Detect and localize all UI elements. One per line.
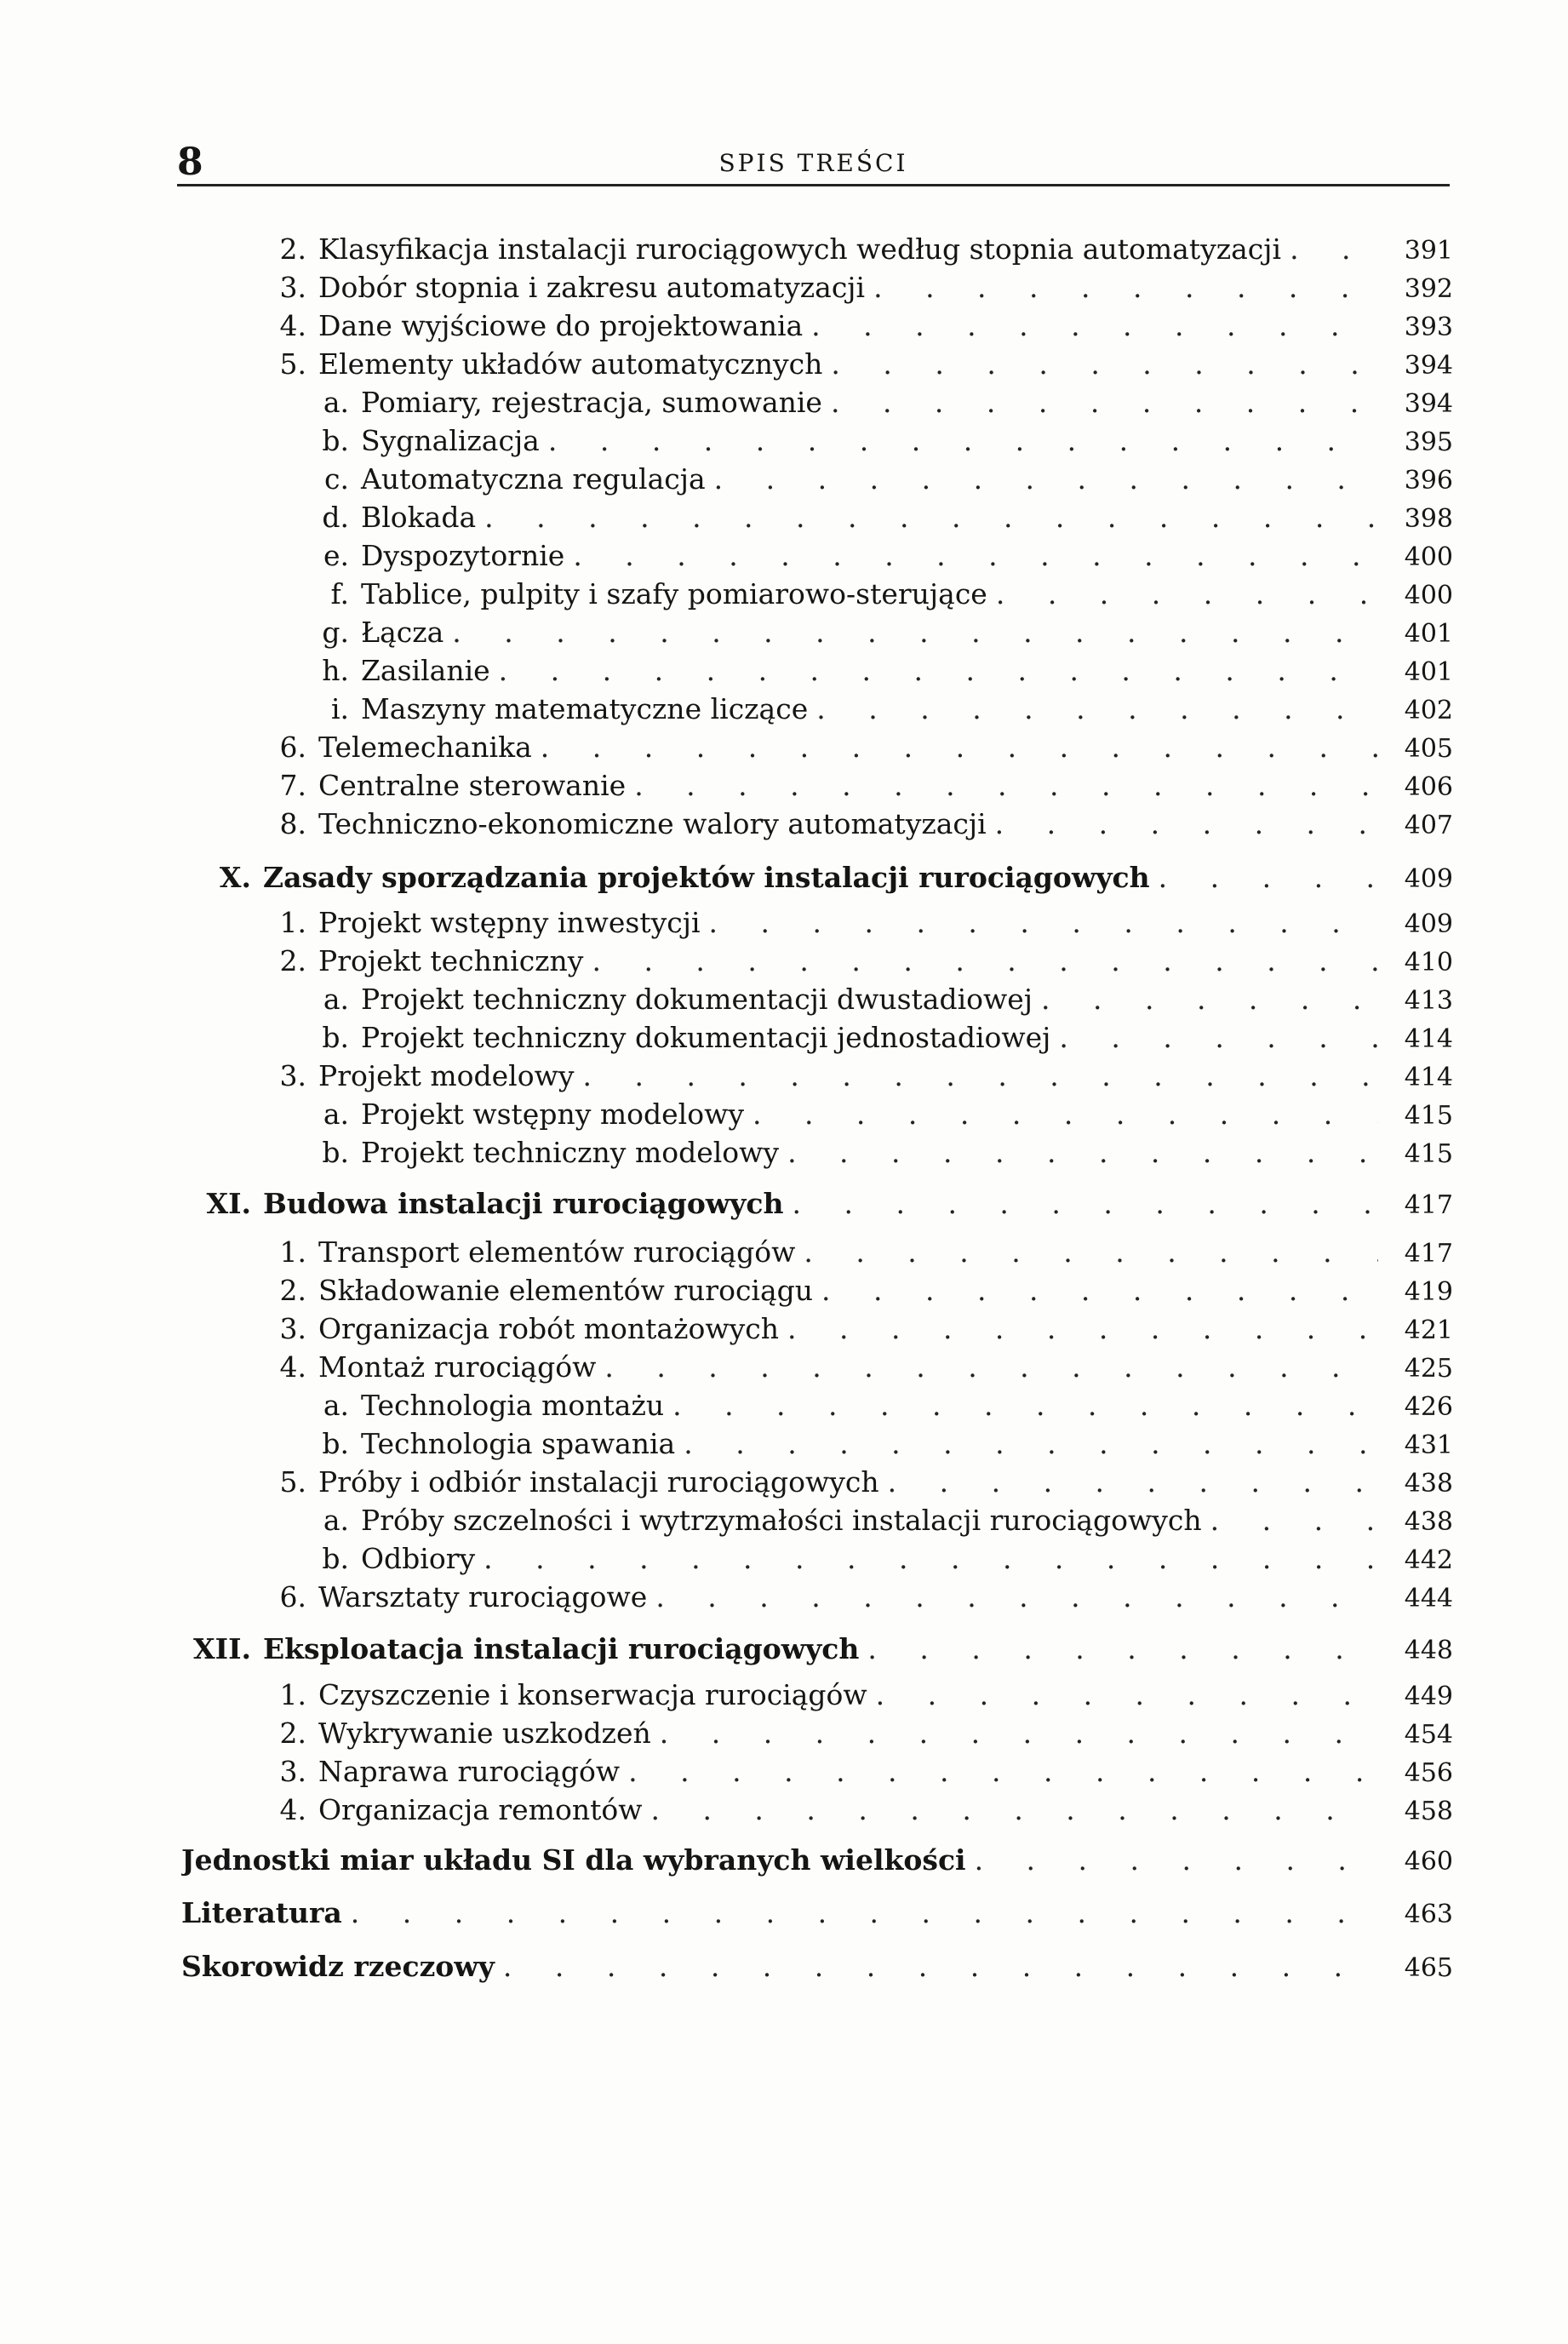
toc-back-matter-title: Jednostki miar układu SI dla wybranych wielkości <box>181 1843 966 1877</box>
toc-entry <box>310 1017 1453 1054</box>
toc-entry-page: 401 <box>1404 619 1453 649</box>
toc-entry-page: 438 <box>1404 1469 1453 1499</box>
toc-entry-number: a. <box>323 386 349 419</box>
leader-dots <box>604 1350 1378 1384</box>
toc-entry <box>310 573 1453 610</box>
toc-entry-title: Sygnalizacja <box>361 424 540 457</box>
toc-entry-title: Organizacja robót montażowych <box>318 1312 779 1345</box>
leader-dots <box>1159 861 1378 894</box>
running-title: SPIS TREŚCI <box>718 149 908 177</box>
toc-entry-page: 394 <box>1404 389 1453 419</box>
toc-entry-number: g. <box>322 616 349 649</box>
toc-entry <box>255 1674 1453 1711</box>
toc-entry <box>255 1789 1453 1826</box>
toc-entry <box>310 1093 1453 1131</box>
leader-dots <box>709 906 1378 939</box>
toc-entry <box>310 535 1453 572</box>
toc-entry-number: 7. <box>279 769 306 802</box>
toc-entry <box>255 902 1453 939</box>
toc-entry-page: 426 <box>1404 1392 1453 1422</box>
toc-entry-number: e. <box>323 539 349 572</box>
toc-entry-page: 448 <box>1404 1636 1453 1665</box>
chapter-number: X. <box>219 861 251 894</box>
chapter-number: XII. <box>193 1632 251 1665</box>
chapter-title: Eksploatacja instalacji rurociągowych <box>263 1632 860 1665</box>
toc-entry-page: 406 <box>1404 772 1453 802</box>
toc-entry <box>310 1423 1453 1460</box>
toc-entry-page: 458 <box>1404 1797 1453 1826</box>
toc-entry <box>310 496 1453 534</box>
leader-dots <box>831 347 1378 381</box>
toc-entry-title: Pomiary, rejestracja, sumowanie <box>361 386 822 419</box>
leader-dots <box>672 1389 1378 1422</box>
toc-entry-page: 421 <box>1404 1315 1453 1345</box>
toc-entry-title: Dane wyjściowe do projektowania <box>318 309 804 342</box>
toc-entry-page: 431 <box>1404 1430 1453 1460</box>
toc-entry-page: 425 <box>1404 1354 1453 1384</box>
leader-dots <box>634 769 1378 802</box>
toc-entry-title: Centralne sterowanie <box>318 769 627 802</box>
toc-entry-number: b. <box>322 424 349 457</box>
toc-entry-number: a. <box>323 1097 349 1131</box>
chapter-title: Zasady sporządzania projektów instalacji rurociągowych <box>263 861 1150 894</box>
toc-entry-title: Dobór stopnia i zakresu automatyzacji <box>318 271 866 304</box>
toc-entry-title: Tablice, pulpity i szafy pomiarowo-sterujące <box>361 577 987 610</box>
toc-entry-page: 414 <box>1404 1063 1453 1092</box>
toc-entry-title: Technologia montażu <box>361 1389 665 1422</box>
toc-entry-page: 402 <box>1404 696 1453 725</box>
toc-back-matter <box>181 1946 1453 1983</box>
toc-entry-title: Projekt modelowy <box>318 1059 575 1092</box>
toc-entry-number: a. <box>323 983 349 1016</box>
toc-entry-title: Projekt techniczny dokumentacji jednostadiowej <box>361 1021 1051 1054</box>
page-number: 8 <box>177 140 203 184</box>
leader-dots <box>484 501 1378 534</box>
leader-dots <box>995 807 1378 840</box>
toc-entry-number: b. <box>322 1136 349 1169</box>
toc-entry-number: 3. <box>279 1755 306 1788</box>
leader-dots <box>831 386 1378 419</box>
toc-entry <box>310 420 1453 457</box>
leader-dots <box>1210 1504 1378 1537</box>
toc-entry-title: Próby szczelności i wytrzymałości instalacji rurociągowych <box>361 1504 1202 1537</box>
toc-entry-page: 401 <box>1404 657 1453 687</box>
leader-dots <box>996 577 1378 610</box>
toc-entry <box>255 343 1453 381</box>
toc-entry <box>255 765 1453 802</box>
leader-dots <box>888 1465 1378 1499</box>
leader-dots <box>351 1896 1378 1929</box>
toc-entry-page: 394 <box>1404 351 1453 381</box>
leader-dots <box>573 539 1378 572</box>
toc-entry <box>255 803 1453 840</box>
toc-entry-title: Naprawa rurociągów <box>318 1755 621 1788</box>
toc-entry-page: 409 <box>1404 909 1453 939</box>
toc-entry-page: 465 <box>1404 1953 1453 1983</box>
toc-entry-number: 1. <box>279 1678 306 1711</box>
toc-entry-title: Warsztaty rurociągowe <box>318 1580 648 1613</box>
leader-dots <box>484 1542 1378 1575</box>
toc-entry-number: 4. <box>279 1793 306 1826</box>
toc-entry-number: b. <box>322 1542 349 1575</box>
toc-entry-page: 438 <box>1404 1507 1453 1537</box>
toc-entry-page: 391 <box>1404 236 1453 266</box>
leader-dots <box>816 692 1378 725</box>
leader-dots <box>867 1632 1378 1665</box>
chapter-number: XI. <box>206 1187 251 1220</box>
toc-entry <box>310 650 1453 687</box>
leader-dots <box>650 1793 1378 1826</box>
toc-entry-page: 392 <box>1404 274 1453 304</box>
leader-dots <box>1041 983 1378 1016</box>
leader-dots <box>499 654 1378 687</box>
leader-dots <box>975 1843 1378 1877</box>
leader-dots <box>582 1059 1378 1092</box>
leader-dots <box>655 1580 1378 1613</box>
toc-entry-number: d. <box>322 501 349 534</box>
toc-entry-page: 400 <box>1404 542 1453 572</box>
toc-entry-number: a. <box>323 1389 349 1422</box>
toc-entry-title: Projekt wstępny modelowy <box>361 1097 744 1131</box>
chapter-title: Budowa instalacji rurociągowych <box>263 1187 784 1220</box>
toc-entry-page: 414 <box>1404 1024 1453 1054</box>
leader-dots <box>753 1097 1378 1131</box>
toc-entry-page: 395 <box>1404 427 1453 457</box>
toc-entry-title: Klasyfikacja instalacji rurociągowych według stopnia automatyzacji <box>318 232 1282 266</box>
toc-entry-title: Automatyczna regulacja <box>361 462 706 496</box>
toc-entry <box>255 266 1453 304</box>
toc-entry-number: b. <box>322 1021 349 1054</box>
toc-entry-number: 2. <box>279 1274 306 1307</box>
toc-entry-title: Transport elementów rurociągów <box>318 1235 796 1269</box>
toc-entry-page: 396 <box>1404 466 1453 496</box>
toc-entry-title: Składowanie elementów rurociągu <box>318 1274 814 1307</box>
toc-entry-page: 417 <box>1404 1190 1453 1220</box>
toc-entry-page: 463 <box>1404 1900 1453 1929</box>
toc-entry <box>255 1055 1453 1092</box>
toc-back-matter-title: Literatura <box>181 1896 342 1929</box>
toc-entry <box>255 228 1453 266</box>
toc-entry-title: Technologia spawania <box>361 1427 676 1460</box>
toc-entry-title: Wykrywanie uszkodzeń <box>318 1716 651 1750</box>
toc-entry <box>255 1346 1453 1384</box>
toc-entry-title: Łącza <box>361 616 444 649</box>
toc-entry-title: Telemechanika <box>318 731 532 764</box>
toc-entry-page: 454 <box>1404 1720 1453 1750</box>
toc-entry <box>255 1308 1453 1345</box>
toc-entry-title: Projekt wstępny inwestycji <box>318 906 701 939</box>
leader-dots <box>628 1755 1378 1788</box>
toc-entry-page: 413 <box>1404 986 1453 1016</box>
leader-dots <box>452 616 1378 649</box>
leader-dots <box>1059 1021 1378 1054</box>
toc-entry <box>255 726 1453 764</box>
toc-entry-title: Maszyny matematyczne liczące <box>361 692 809 725</box>
leader-dots <box>1290 232 1378 266</box>
toc-entry-title: Elementy układów automatycznych <box>318 347 823 381</box>
toc-entry-title: Organizacja remontów <box>318 1793 643 1826</box>
toc-back-matter-title: Skorowidz rzeczowy <box>181 1950 495 1983</box>
toc-entry-number: 8. <box>279 807 306 840</box>
toc-entry-page: 393 <box>1404 312 1453 342</box>
leader-dots <box>821 1274 1378 1307</box>
toc-entry-title: Zasilanie <box>361 654 490 687</box>
leader-dots <box>873 271 1378 304</box>
leader-dots <box>684 1427 1378 1460</box>
leader-dots <box>541 731 1378 764</box>
leader-dots <box>793 1187 1379 1220</box>
leader-dots <box>660 1716 1378 1750</box>
leader-dots <box>787 1312 1378 1345</box>
toc-entry-title: Odbiory <box>361 1542 476 1575</box>
toc-entry-number: 1. <box>279 906 306 939</box>
toc-entry-page: 405 <box>1404 734 1453 764</box>
leader-dots <box>787 1136 1378 1169</box>
toc-entry-page: 415 <box>1404 1101 1453 1131</box>
toc-entry <box>310 458 1453 496</box>
toc-entry-page: 398 <box>1404 504 1453 534</box>
toc-entry-title: Dyspozytornie <box>361 539 565 572</box>
leader-dots <box>804 1235 1378 1269</box>
toc-entry <box>310 1132 1453 1169</box>
toc-entry-number: 1. <box>279 1235 306 1269</box>
header-rule <box>177 184 1450 186</box>
toc-entry <box>255 1269 1453 1307</box>
leader-dots <box>876 1678 1378 1711</box>
toc-entry-title: Projekt techniczny <box>318 944 584 977</box>
toc-entry-title: Projekt techniczny modelowy <box>361 1136 780 1169</box>
toc-entry-page: 407 <box>1404 811 1453 840</box>
toc-entry-number: c. <box>324 462 349 496</box>
toc-entry-number: 2. <box>279 1716 306 1750</box>
toc-entry-number: 2. <box>279 232 306 266</box>
toc-entry-number: 4. <box>279 309 306 342</box>
toc-entry-number: a. <box>323 1504 349 1537</box>
toc-entry <box>255 940 1453 977</box>
toc-entry-page: 456 <box>1404 1758 1453 1788</box>
toc-entry-number: b. <box>322 1427 349 1460</box>
toc-entry <box>255 1712 1453 1750</box>
toc-entry-page: 409 <box>1404 864 1453 894</box>
toc-entry-page: 415 <box>1404 1139 1453 1169</box>
toc-entry <box>310 611 1453 649</box>
toc-entry <box>255 305 1453 342</box>
toc-entry-page: 417 <box>1404 1239 1453 1269</box>
toc-entry-page: 444 <box>1404 1584 1453 1613</box>
leader-dots <box>548 424 1378 457</box>
toc-back-matter <box>181 1892 1453 1929</box>
toc-entry-number: 5. <box>279 1465 306 1499</box>
toc-chapter <box>183 1628 1453 1665</box>
toc-entry-page: 400 <box>1404 581 1453 610</box>
toc-entry-number: 3. <box>279 1059 306 1092</box>
toc-entry-number: 3. <box>279 271 306 304</box>
toc-chapter <box>183 857 1453 894</box>
toc-entry-page: 419 <box>1404 1277 1453 1307</box>
toc-entry <box>255 1461 1453 1499</box>
toc-entry <box>255 1576 1453 1613</box>
leader-dots <box>592 944 1378 977</box>
toc-entry-title: Montaż rurociągów <box>318 1350 597 1384</box>
toc-entry-page: 460 <box>1404 1847 1453 1877</box>
toc-entry-title: Techniczno-ekonomiczne walory automatyzacji <box>318 807 987 840</box>
toc-entry-number: 6. <box>279 1580 306 1613</box>
toc-entry-title: Blokada <box>361 501 477 534</box>
toc-entry <box>310 1538 1453 1575</box>
toc-entry-title: Czyszczenie i konserwacja rurociągów <box>318 1678 867 1711</box>
toc-entry-page: 410 <box>1404 948 1453 977</box>
toc-entry-number: 3. <box>279 1312 306 1345</box>
toc-entry <box>310 381 1453 419</box>
leader-dots <box>503 1950 1378 1983</box>
toc-entry-number: 5. <box>279 347 306 381</box>
toc-entry <box>255 1231 1453 1269</box>
toc-entry <box>310 688 1453 725</box>
toc-entry-number: h. <box>322 654 349 687</box>
toc-back-matter <box>181 1839 1453 1877</box>
toc-chapter <box>183 1183 1453 1220</box>
toc-entry <box>310 1384 1453 1422</box>
toc-entry <box>310 1499 1453 1537</box>
toc-entry-number: f. <box>330 577 349 610</box>
toc-entry-number: i. <box>330 692 349 725</box>
page-header <box>177 140 1450 185</box>
leader-dots <box>714 462 1378 496</box>
toc-entry-title: Próby i odbiór instalacji rurociągowych <box>318 1465 879 1499</box>
toc-entry <box>255 1751 1453 1788</box>
toc-entry-page: 442 <box>1404 1545 1453 1575</box>
toc-entry-number: 6. <box>279 731 306 764</box>
toc-entry <box>310 978 1453 1016</box>
toc-entry-number: 4. <box>279 1350 306 1384</box>
leader-dots <box>811 309 1378 342</box>
toc-entry-number: 2. <box>279 944 306 977</box>
toc-entry-title: Projekt techniczny dokumentacji dwustadiowej <box>361 983 1033 1016</box>
toc-entry-page: 449 <box>1404 1682 1453 1711</box>
